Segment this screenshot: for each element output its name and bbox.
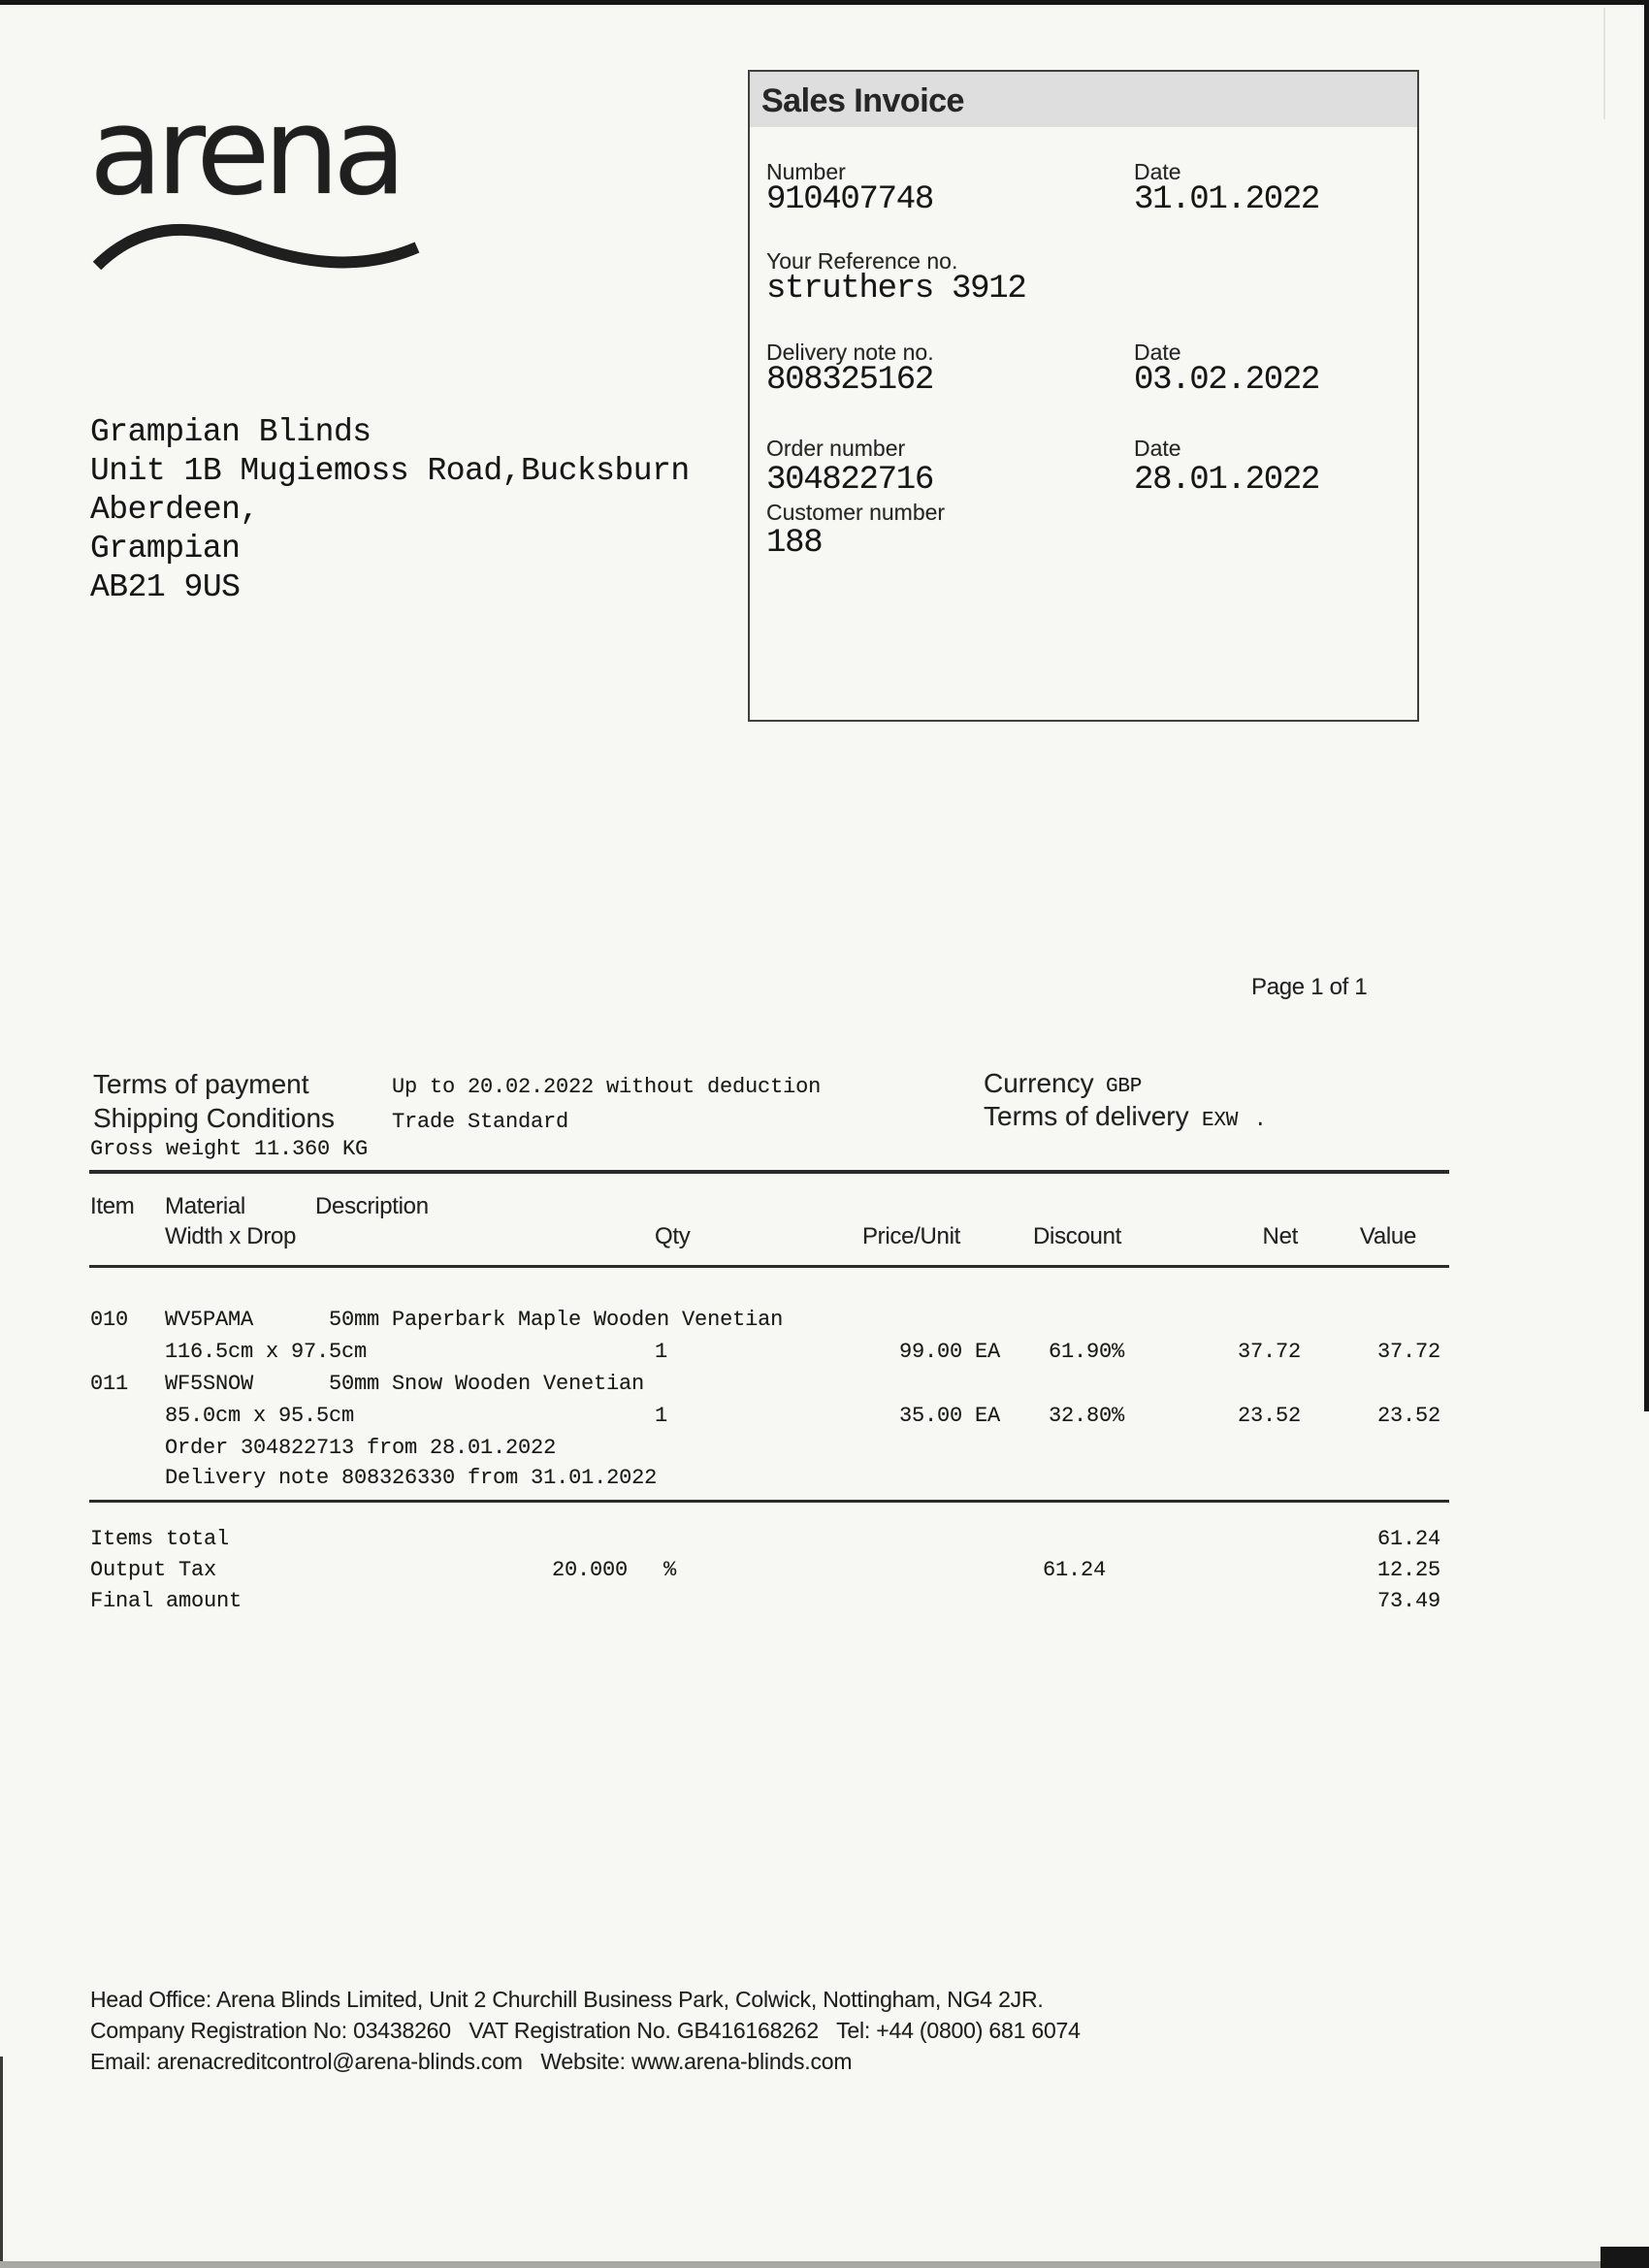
terms-of-delivery-suffix: . [1254, 1110, 1267, 1132]
footer-registration: Company Registration No: 03438260 VAT Registration No. GB416168262 Tel: +44 (0800) 681 6074 [90, 2018, 1081, 2043]
table-rule-top [89, 1170, 1449, 1174]
recipient-line: AB21 9US [90, 569, 241, 605]
order-date-value: 28.01.2022 [1134, 462, 1320, 499]
row-value: 23.52 [1376, 1404, 1440, 1428]
row-qty: 1 [655, 1404, 668, 1428]
items-total-value: 61.24 [1376, 1527, 1440, 1551]
col-header-material: Material [165, 1193, 245, 1219]
terms-of-delivery-label: Terms of delivery [984, 1101, 1189, 1131]
footer-contact: Email: arenacreditcontrol@arena-blinds.com Website: www.arena-blinds.com [90, 2049, 853, 2074]
reference-value: struthers 3912 [766, 271, 1026, 308]
output-tax-label: Output Tax [90, 1558, 217, 1582]
row-net: 23.52 [1237, 1404, 1301, 1428]
footer-head-office: Head Office: Arena Blinds Limited, Unit 2 Churchill Business Park, Colwick, Nottingham, NG4 2JR. [90, 1987, 1044, 2012]
row-qty: 1 [655, 1340, 668, 1364]
invoice-number-value: 910407748 [766, 181, 933, 218]
logo-swoosh-icon [89, 215, 424, 275]
recipient-line: Grampian Blinds [90, 414, 372, 450]
scan-crease [1603, 8, 1605, 119]
col-header-width-drop: Width x Drop [165, 1223, 297, 1249]
row-item: 011 [90, 1372, 129, 1396]
order-number-label: Order number [766, 436, 906, 461]
recipient-line: Aberdeen, [90, 492, 259, 528]
customer-number-value: 188 [766, 525, 823, 562]
invoice-header-box [748, 70, 1419, 722]
row-note: Delivery note 808326330 from 31.01.2022 [165, 1466, 658, 1490]
row-note: Order 304822713 from 28.01.2022 [165, 1436, 557, 1460]
currency-label: Currency [984, 1068, 1094, 1098]
final-amount-value: 73.49 [1376, 1589, 1440, 1613]
table-rule-items [89, 1500, 1449, 1503]
row-discount: 32.80% [1048, 1404, 1124, 1428]
recipient-line: Unit 1B Mugiemoss Road,Bucksburn [90, 453, 690, 489]
row-width-drop: 85.0cm x 95.5cm [165, 1404, 355, 1428]
invoice-date-label: Date [1134, 159, 1181, 184]
recipient-line: Grampian [90, 531, 241, 567]
scan-edge-left-bottom [0, 2057, 3, 2268]
gross-weight: Gross weight 11.360 KG [90, 1137, 369, 1161]
delivery-note-date-label: Date [1134, 340, 1181, 365]
row-price: 35.00 [898, 1404, 962, 1428]
shipping-conditions-value: Trade Standard [392, 1110, 569, 1134]
col-header-price-unit: Price/Unit [861, 1223, 960, 1249]
output-tax-amount: 12.25 [1376, 1558, 1440, 1582]
row-material: WV5PAMA [165, 1308, 254, 1332]
terms-of-delivery-value: EXW [1202, 1110, 1239, 1132]
shipping-conditions-label: Shipping Conditions [93, 1103, 336, 1133]
delivery-note-label: Delivery note no. [766, 340, 934, 365]
col-header-description: Description [315, 1193, 429, 1219]
terms-of-payment-label: Terms of payment [93, 1069, 309, 1099]
output-tax-base: 61.24 [1042, 1558, 1106, 1582]
order-number-value: 304822716 [766, 462, 933, 499]
row-material: WF5SNOW [165, 1372, 254, 1396]
scan-edge-top [0, 0, 1649, 5]
invoice-number-label: Number [766, 159, 846, 184]
invoice-date-value: 31.01.2022 [1134, 181, 1320, 218]
row-width-drop: 116.5cm x 97.5cm [165, 1340, 368, 1364]
output-tax-rate: 20.000 [551, 1558, 628, 1582]
terms-of-payment-value: Up to 20.02.2022 without deduction [392, 1075, 822, 1099]
reference-label: Your Reference no. [766, 248, 958, 274]
currency-value: GBP [1106, 1076, 1143, 1098]
row-unit: EA [975, 1340, 1001, 1364]
logo-text: arena [89, 82, 401, 222]
table-rule-header [89, 1265, 1449, 1268]
final-amount-label: Final amount [90, 1589, 242, 1613]
scan-edge-right [1644, 0, 1649, 1411]
items-total-label: Items total [90, 1527, 230, 1551]
output-tax-percent-sign: % [663, 1558, 677, 1582]
col-header-net: Net [1262, 1223, 1298, 1249]
col-header-qty: Qty [655, 1223, 691, 1249]
order-date-label: Date [1134, 436, 1181, 461]
customer-number-label: Customer number [766, 500, 946, 525]
row-price: 99.00 [898, 1340, 962, 1364]
row-description: 50mm Snow Wooden Venetian [329, 1372, 645, 1396]
row-value: 37.72 [1376, 1340, 1440, 1364]
scan-edge-bottom [0, 2261, 1649, 2268]
row-description: 50mm Paperbark Maple Wooden Venetian [329, 1308, 784, 1332]
col-header-item: Item [90, 1193, 135, 1219]
row-net: 37.72 [1237, 1340, 1301, 1364]
row-item: 010 [90, 1308, 129, 1332]
col-header-value: Value [1359, 1223, 1416, 1249]
row-discount: 61.90% [1048, 1340, 1124, 1364]
scan-blob-bottom-right [1600, 2247, 1649, 2268]
page-indicator: Page 1 of 1 [1251, 974, 1368, 1000]
row-unit: EA [975, 1404, 1001, 1428]
invoice-title-banner [750, 72, 1417, 127]
col-header-discount: Discount [1033, 1223, 1121, 1249]
delivery-note-value: 808325162 [766, 362, 933, 399]
recipient-address [90, 413, 690, 607]
delivery-note-date-value: 03.02.2022 [1134, 362, 1320, 399]
invoice-title: Sales Invoice [761, 82, 964, 119]
